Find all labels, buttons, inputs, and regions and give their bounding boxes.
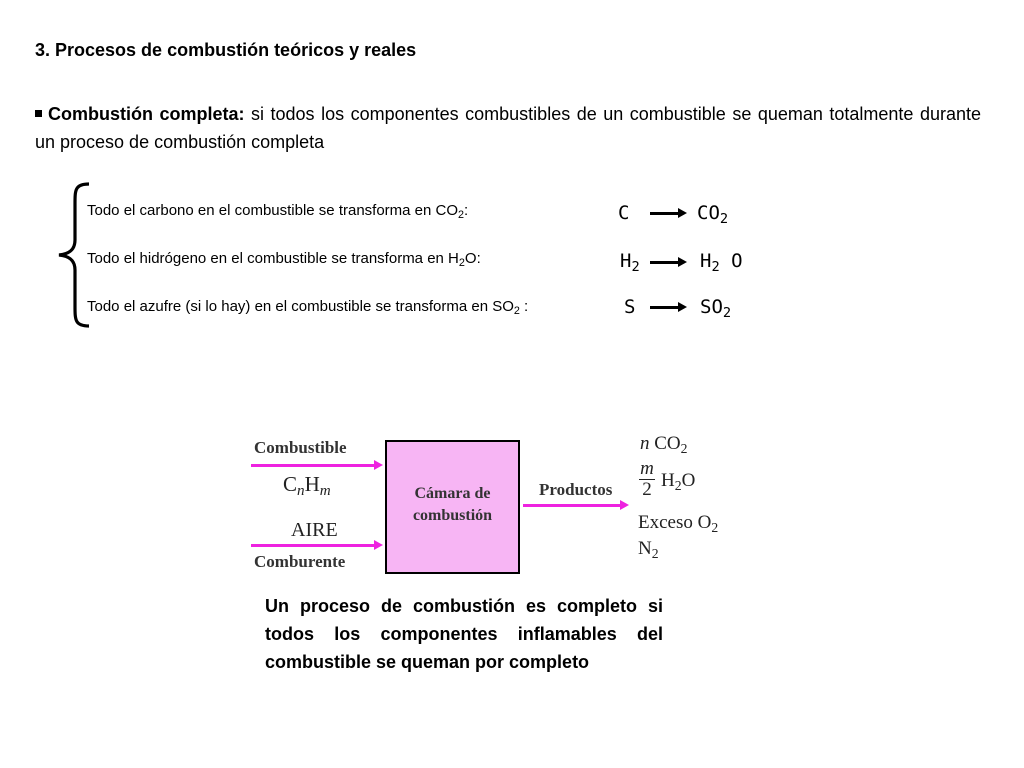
reactant-carbon: C [618, 202, 630, 224]
definition-term: Combustión completa: [48, 104, 245, 124]
reaction-arrow-icon [650, 306, 680, 309]
reaction-arrow-icon [650, 261, 680, 264]
product-co2: $CO_2$ [697, 202, 729, 227]
combustion-chamber-label: Cámara de combustión [412, 485, 493, 524]
fuel-label: Combustible [254, 438, 347, 457]
product-so2: $SO_2$ [700, 296, 732, 321]
definition-paragraph [35, 100, 981, 156]
products-label: Productos [539, 480, 613, 499]
caption-text: Un proceso de combustión es completo si todos los componentes inflamables del combustible se queman por completo [265, 596, 663, 672]
rule-hydrogen: Todo el hidrógeno en el combustible se transforma en $H_2O$: [87, 250, 481, 270]
rule-carbon: Todo el carbono en el combustible se transforma en $CO_2$: [87, 202, 469, 222]
fuel-formula: $C_nH_m$ [283, 472, 331, 500]
fuel-arrow-icon [251, 464, 377, 467]
product-co2-line: n $CO_2$ [640, 433, 688, 456]
reactant-sulfur: S [624, 296, 636, 318]
oxidizer-label: Comburente [254, 552, 346, 571]
definition-text: si todos los componentes combustibles de un combustible se queman totalmente durante un proceso de combustión completa [35, 104, 981, 152]
section-heading: 3. Procesos de combustión teóricos y reales [35, 40, 417, 60]
product-h2o-line: $H_2O$ [661, 470, 696, 493]
square-bullet-icon [35, 110, 42, 117]
product-excess-o2: Exceso $O_2$ [638, 512, 719, 535]
air-label: AIRE [291, 519, 338, 541]
h2o-fraction: m 2 [640, 458, 654, 500]
reactant-hydrogen: $H_2$ [620, 250, 640, 275]
product-h2o: $H_2$ O [700, 250, 743, 275]
air-arrow-icon [251, 544, 377, 547]
products-arrow-icon [523, 504, 623, 507]
rule-sulfur: Todo el azufre (si lo hay) en el combustible se transforma en $SO_2$ : [87, 298, 529, 318]
reaction-arrow-icon [650, 212, 680, 215]
product-n2: $N_2$ [638, 538, 659, 561]
